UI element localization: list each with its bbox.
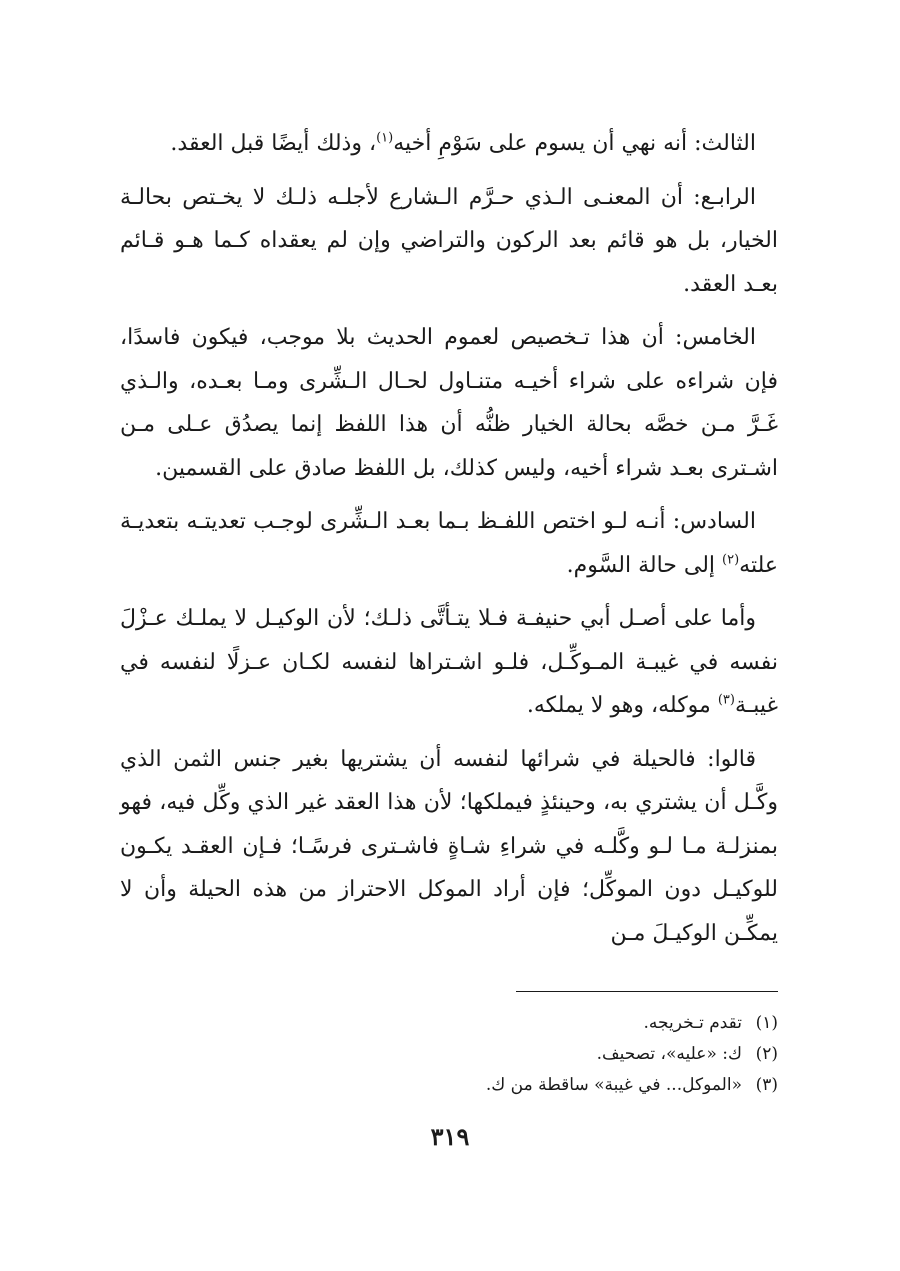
footnote-number: (٢) [755,1044,778,1064]
paragraph-text: وأما على أصـل أبي حنيفـة فـلا يتـأتَّى ذلـك؛ لأن الوكيـل لا يملـك عـزْلَ نفسه في غيبـة المـوكِّـل، فلـو اشـتراها لنفسه لكـان عـزلًا لنفسه في غيبـة [120,606,778,718]
paragraph-fourth-point [120,176,778,307]
footnote-item [120,1008,778,1039]
footnote-reference: (٢) [722,552,740,568]
paragraph-abu-hanifa [120,597,778,728]
paragraph-text: الخامس: أن هذا تـخصيص لعموم الحديث بلا موجب، فيكون فاسدًا، فإن شراءه على شراء أخيـه متنـاول لحـال الـشِّرى ومـا بعـده، والـذي غَـرَّ مـن خصَّه بحالة الخيار ظنُّه أن هذا اللفظ إنما يصدُق عـلى مـن اشـترى بعـد شراء أخيه، وليس كذلك، بل اللفظ صادق على القسمين. [120,325,778,481]
paragraph-stratagem [120,738,778,956]
footnote-text: «الموكل... في غيبة» ساقطة من ك. [485,1075,742,1095]
paragraph-text: الثالث: أنه نهي أن يسوم على سَوْمِ أخيه [393,131,756,156]
main-text [120,122,778,965]
footnote-divider [516,991,778,992]
footnote-item [120,1039,778,1070]
footnote-number: (١) [755,1013,778,1033]
footnote-item [120,1070,778,1101]
footnote-number: (٣) [755,1075,778,1095]
page-number: ٣١٩ [430,1122,470,1151]
paragraph-text-continued: إلى حالة السَّوم. [566,552,723,578]
footnote-text: ك: «عليه»، تصحيف. [596,1044,742,1064]
paragraph-sixth-point [120,500,778,587]
paragraph-text: الرابـع: أن المعنـى الـذي حـرَّم الـشارع لأجلـه ذلـك لا يخـتص بحالـة الخيار، بل هو قائم بعد الركون والتراضي وإن لم يعقداه كـما هـو قـائم بعـد العقد. [120,184,778,297]
footnote-reference: (٣) [717,692,735,708]
paragraph-text: قالوا: فالحيلة في شرائها لنفسه أن يشتريها بغير جنس الثمن الذي وكَّـل أن يشتري به، وحينئذٍ فيملكها؛ لأن هذا العقد غير الذي وكِّل فيه، فهو بمنزلـة مـا لـو وكَّلـه في شراءِ شـاةٍ فاشـترى فرسًـا؛ فـإن العقـد يكـون للوكيـل دون الموكِّل؛ فإن أراد الموكل الاحتراز من هذه الحيلة وأن لا يمكِّـن الوكيـلَ مـن [120,746,778,946]
paragraph-text-continued: ، وذلك أيضًا قبل العقد. [170,131,377,156]
footnote-reference: (١) [376,130,394,146]
footnote-text: تقدم تـخريجه. [643,1013,742,1033]
paragraph-text-continued: موكله، وهو لا يملكه. [526,693,718,718]
paragraph-fifth-point [120,316,778,490]
paragraph-text: السادس: أنـه لـو اختص اللفـظ بـما بعـد الـشِّرى لوجـب تعديتـه بتعديـة علته [120,509,778,578]
paragraph-third-point [120,122,778,166]
footnotes-list [120,1008,778,1101]
